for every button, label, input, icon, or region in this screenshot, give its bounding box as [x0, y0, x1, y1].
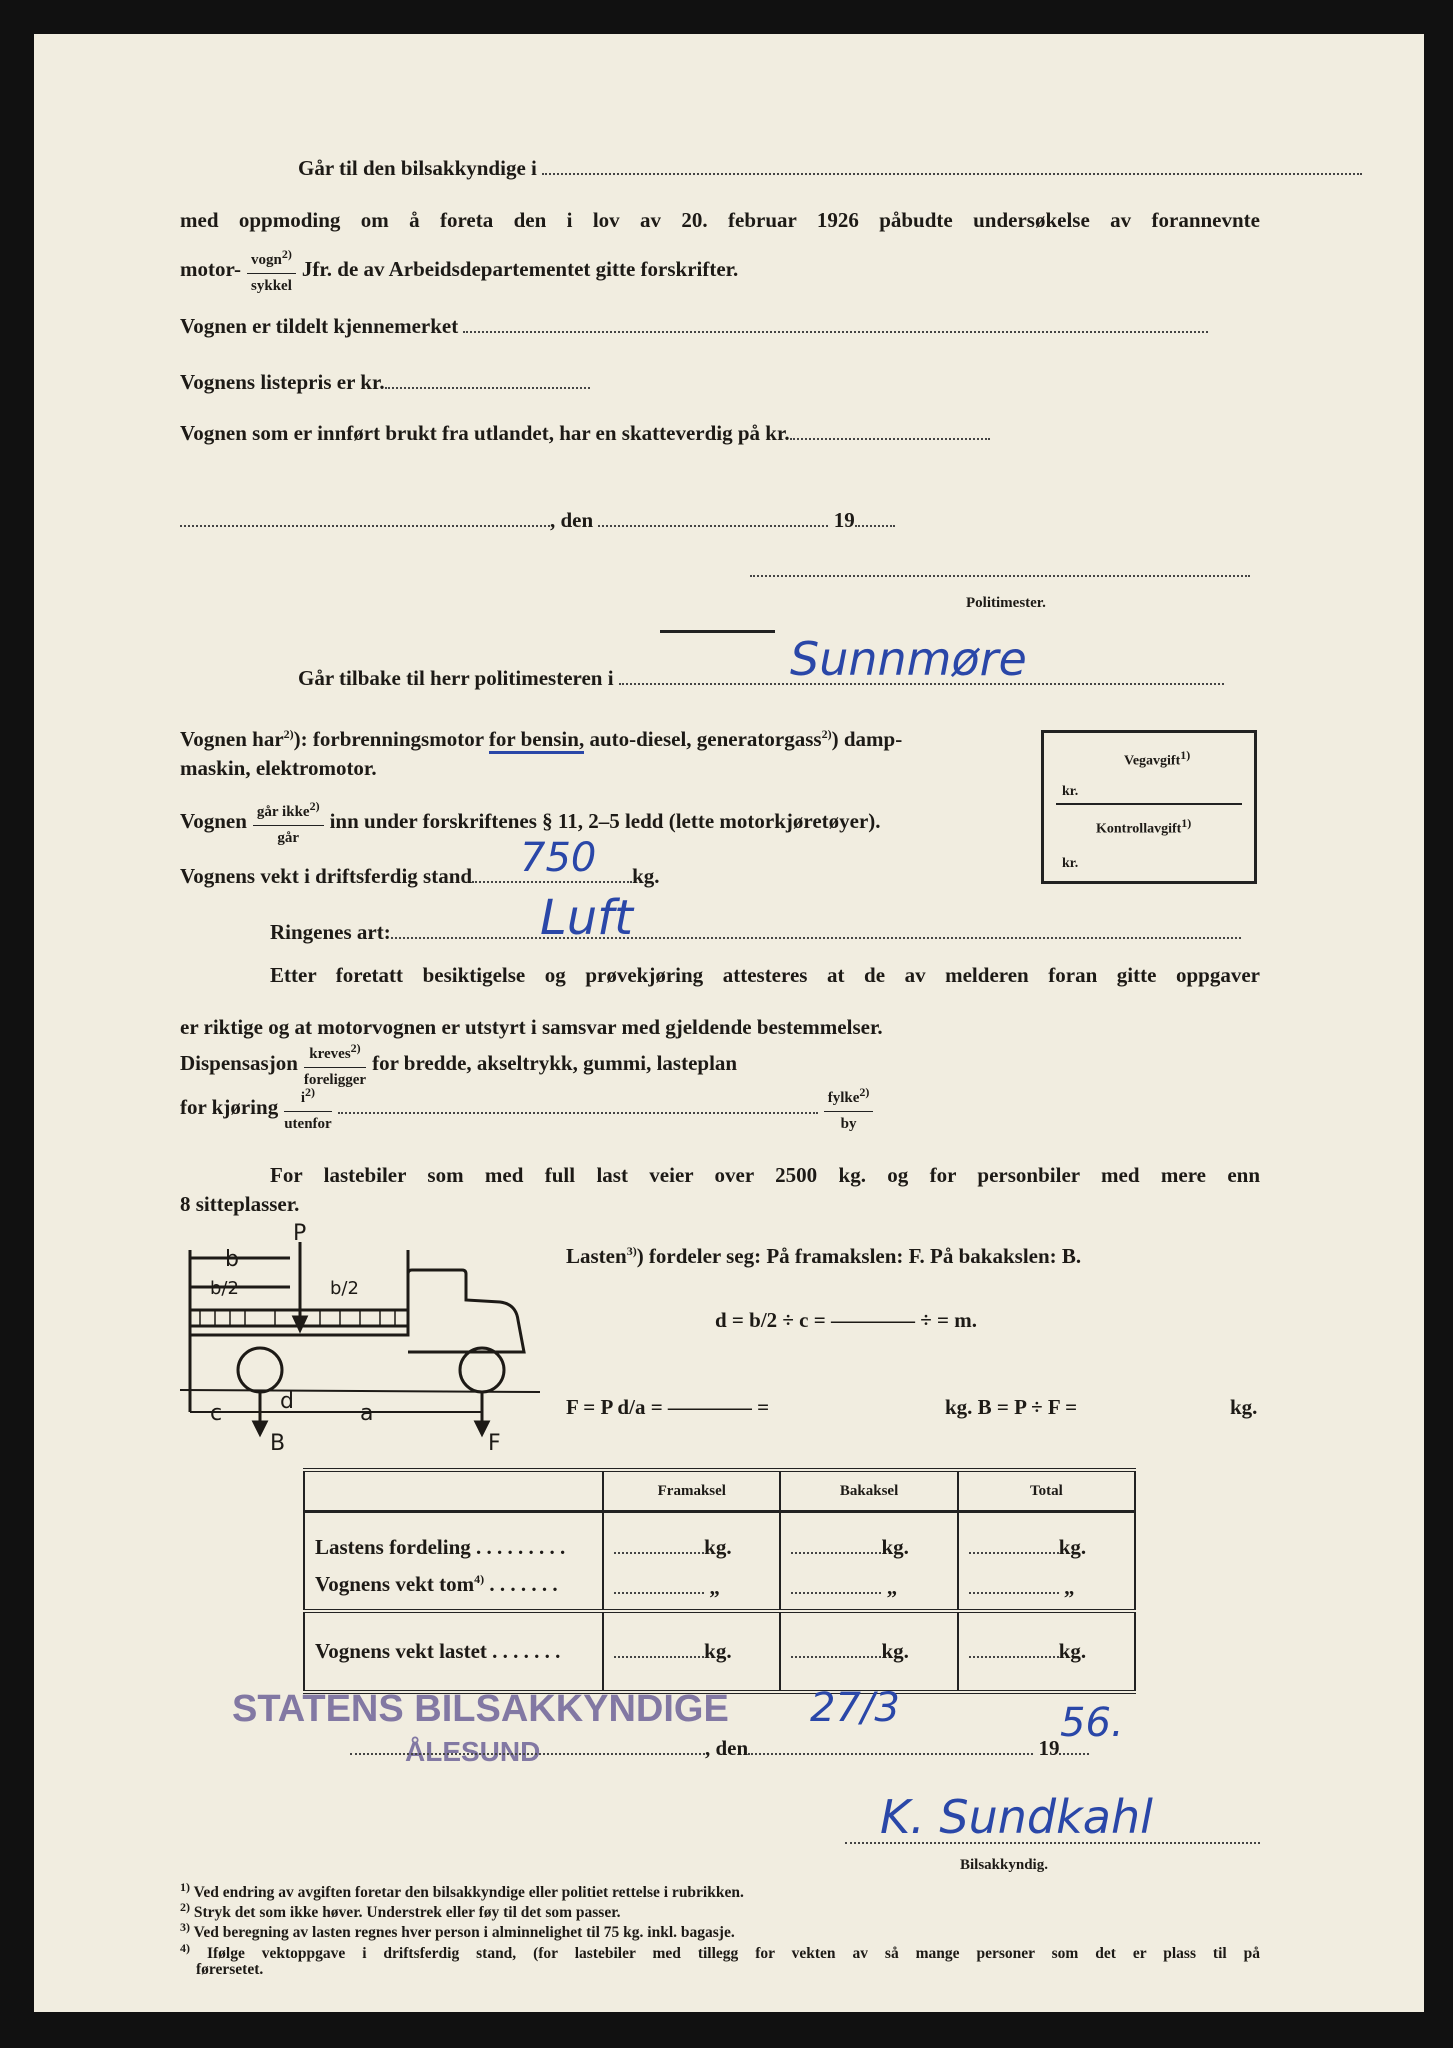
truck-line-2: 8 sitteplasser. — [180, 1192, 300, 1216]
col-bakaksel: Bakaksel — [780, 1470, 957, 1512]
vegavgift-label: Vegavgift$^{1)}$ — [1124, 748, 1191, 769]
handwritten-date: 27/3 — [810, 1685, 900, 1731]
vegavgift-kr: kr. — [1062, 784, 1079, 799]
diagram-label-half-left: b/2 — [210, 1278, 239, 1299]
col-framaksel: Framaksel — [603, 1470, 780, 1512]
diagram-label-half-right: b/2 — [330, 1278, 359, 1299]
load-table — [303, 1468, 1136, 1694]
handwritten-tyres: Luft — [540, 890, 633, 946]
col-total: Total — [958, 1470, 1135, 1512]
diagram-label-b-axle: B — [270, 1431, 286, 1452]
tyres-line: Ringenes art: — [270, 922, 1241, 943]
registration-line: Vognen er tildelt kjennemerket — [180, 316, 1208, 337]
request-line: med oppmoding om å foreta den i lov av 20. februar 1926 påbudte undersøkelse av forannevnte — [180, 208, 1260, 232]
motor-type-line: Vognen har$^{2)}$): forbrenningsmotor for bensin, auto-diesel, generatorgass$^{2)}$) damp- — [180, 728, 902, 750]
load-distribution-diagram — [180, 1222, 540, 1452]
motor-type-line-2: maskin, elektromotor. — [180, 756, 377, 780]
attestation-line-1: Etter foretatt besiktigelse og prøvekjøring attesteres at de av melderen foran gitte oppgaver — [270, 963, 1260, 987]
bilsakkyndig-label: Bilsakkyndig. — [960, 1857, 1048, 1873]
diagram-label-d: d — [280, 1389, 294, 1414]
politimester-label: Politimester. — [966, 595, 1046, 611]
formula-b: kg. B = P ÷ F = — [945, 1395, 1078, 1419]
formula-f: F = P d/a = ———— = — [566, 1395, 770, 1419]
load-line: Lasten$^{3)}$) fordeler seg: På framakslen: F. På bakakslen: B. — [566, 1244, 1082, 1268]
attestation-line-2: er riktige og at motorvognen er utstyrt i samsvar med gjeldende bestemmelser. — [180, 1015, 883, 1039]
handwritten-year: 56. — [1060, 1700, 1124, 1746]
diagram-label-c: c — [210, 1401, 223, 1426]
formula-d: d = b/2 ÷ c = ———— ÷ = m. — [715, 1308, 977, 1332]
table-row: Vognens vekt tom$^{4)}$ . . . . . . . „ „ „ — [304, 1566, 1135, 1611]
recipient-line: Går til den bilsakkyndige i — [298, 158, 1362, 179]
footnote-3: $^{3)}$ Ved beregning av lasten regnes hver person i alminnelighet til 75 kg. inkl. bagasje. — [180, 1920, 735, 1942]
truck-line-1: For lastebiler som med full last veier over 2500 kg. og for personbiler med mere enn — [270, 1163, 1260, 1187]
place-date-line: , den 19 — [180, 510, 895, 531]
light-vehicle-line: Vognen $\frac{går ikke^{2)}}{\text{går}}$ inn under forskriftenes § 11, 2–5 ledd (lette motorkjøretøyer). — [180, 799, 881, 846]
stamp-line-2: ÅLESUND — [405, 1736, 541, 1767]
kontrollavgift-kr: kr. — [1062, 856, 1079, 871]
footnote-2: $^{2)}$ Stryk det som ikke høver. Understrek eller føy til det som passer. — [180, 1900, 621, 1922]
return-line: Går tilbake til herr politimesteren i — [298, 668, 1224, 689]
stamp-line-1: STATENS BILSAKKYNDIGE — [232, 1688, 729, 1730]
diagram-label-f-axle: F — [488, 1431, 501, 1452]
footnote-1: $^{1)}$ Ved endring av avgiften foretar den bilsakkyndige eller politiet rettelse i rubrikken. — [180, 1880, 744, 1902]
footnote-4: $^{4)}$ Ifølge vektoppgave i driftsferdig stand, (for lastebiler med tillegg for vekten av så mange personer som det er plass til på — [180, 1941, 1261, 1963]
kontrollavgift-label: Kontrollavgift$^{1)}$ — [1096, 816, 1192, 837]
fees-box — [1041, 730, 1257, 884]
signature: K. Sundkahl — [880, 1790, 1153, 1844]
dispensation-line: Dispensasjon $\frac{kreves^{2)}}{\text{foreligger}}$ for bredde, akseltrykk, gummi, lasteplan — [180, 1041, 738, 1088]
diagram-label-a: a — [360, 1401, 374, 1426]
driving-line: for kjøring $\frac{i^{2)}}{\text{utenfor}}$ $\frac{fylke^{2)}}{by}$ — [180, 1086, 879, 1132]
tax-value-line: Vognen som er innført brukt fra utlandet, har en skatteverdig på kr. — [180, 423, 990, 444]
footnote-4-cont: førersetet. — [196, 1961, 264, 1978]
diagram-label-p: P — [293, 1222, 307, 1246]
weight-line: Vognens vekt i driftsferdig stand kg. — [180, 864, 660, 888]
handwritten-weight: 750 — [520, 835, 597, 881]
table-row: Vognens vekt lastet . . . . . . . kg. kg. kg. — [304, 1611, 1135, 1692]
diagram-label-b: b — [225, 1247, 239, 1272]
table-row: Lastens fordeling . . . . . . . . . kg. kg. kg. — [304, 1512, 1135, 1567]
signoff-date-line: , den 19 — [350, 1738, 1089, 1759]
motor-line: motor- $\frac{vogn^{2)}}{\text{sykkel}}$ Jfr. de av Arbeidsdepartementet gitte forskrifter. — [180, 247, 739, 294]
divider — [660, 630, 775, 633]
handwritten-district: Sunnmøre — [790, 632, 1027, 686]
list-price-line: Vognens listepris er kr. — [180, 372, 590, 393]
formula-kg: kg. — [1230, 1395, 1258, 1419]
